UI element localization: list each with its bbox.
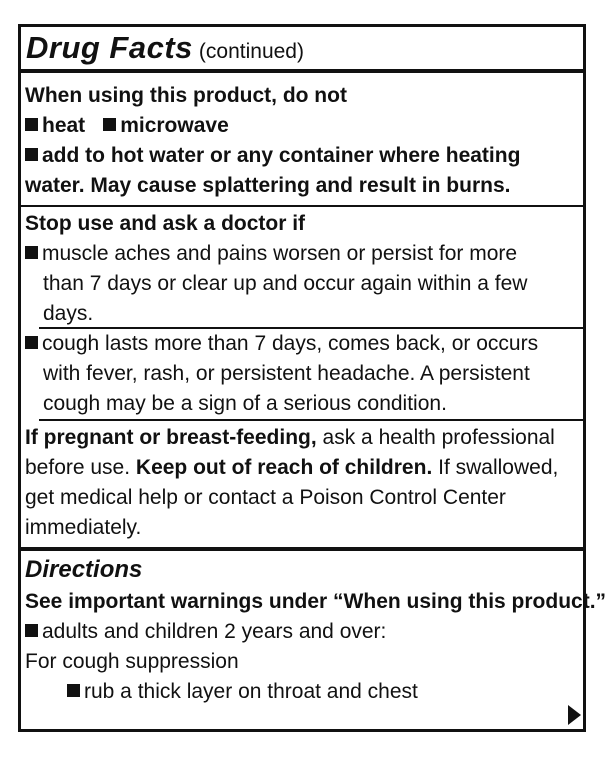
- for-cough-suppression: For cough suppression: [25, 650, 239, 673]
- bullet-icon: [67, 684, 80, 697]
- directions-rub: [67, 677, 418, 707]
- stop-use-item1: [25, 239, 517, 269]
- item2-line1: cough lasts more than 7 days, comes back, or occurs: [42, 332, 539, 355]
- item-microwave: microwave: [120, 114, 229, 137]
- bullet-icon: [25, 246, 38, 259]
- drug-facts-title: [26, 30, 304, 66]
- drug-facts-header: [21, 27, 583, 73]
- stop-use-item2: [25, 329, 538, 359]
- when-using-item-add: [25, 141, 520, 171]
- triangle-right-icon: [568, 705, 581, 725]
- bullet-icon: [25, 336, 38, 349]
- pregnant-line3: get medical help or contact a Poison Control Center: [25, 486, 506, 509]
- bullet-icon: [25, 148, 38, 161]
- item1-line2: than 7 days or clear up and occur again within a few: [43, 272, 528, 295]
- pregnant-line2: [25, 453, 558, 483]
- when-using-item-heat-microwave: [25, 111, 229, 141]
- drug-facts-panel: [18, 24, 607, 732]
- rub-text: rub a thick layer on throat and chest: [84, 680, 418, 703]
- item1-line3: days.: [43, 302, 94, 325]
- section-divider: [39, 419, 583, 421]
- stop-use-heading: Stop use and ask a doctor if: [25, 212, 306, 235]
- directions-adults: [25, 617, 386, 647]
- pregnant-line1: [25, 423, 555, 453]
- item-add-line2: water. May cause splattering and result in burns.: [25, 174, 511, 197]
- pregnant-bold: If pregnant or breast-feeding,: [25, 426, 317, 449]
- adults-text: adults and children 2 years and over:: [42, 620, 387, 643]
- item2-line2: with fever, rash, or persistent headache. A persistent: [43, 362, 530, 385]
- pregnant-text1: ask a health professional: [316, 426, 555, 449]
- see-warnings: See important warnings under “When using this product.”: [25, 590, 607, 613]
- directions-heading: Directions: [25, 556, 143, 583]
- item2-line3: cough may be a sign of a serious condition.: [43, 392, 447, 415]
- section-divider: [21, 205, 583, 207]
- when-using-heading: When using this product, do not: [25, 84, 347, 107]
- pregnant-text2: before use.: [25, 456, 136, 479]
- bullet-icon: [103, 118, 116, 131]
- title-continued: (continued): [198, 40, 304, 63]
- pregnant-text3: If swallowed,: [432, 456, 559, 479]
- pregnant-line4: immediately.: [25, 516, 142, 539]
- bullet-icon: [25, 118, 38, 131]
- title-text: Drug Facts: [26, 30, 193, 65]
- bullet-icon: [25, 624, 38, 637]
- item-add-line1: add to hot water or any container where heating: [42, 144, 521, 167]
- keep-out-of-reach: Keep out of reach of children.: [135, 456, 433, 479]
- item1-line1: muscle aches and pains worsen or persist for more: [42, 242, 518, 265]
- item-heat: heat: [42, 114, 86, 137]
- section-divider-thick: [21, 547, 583, 551]
